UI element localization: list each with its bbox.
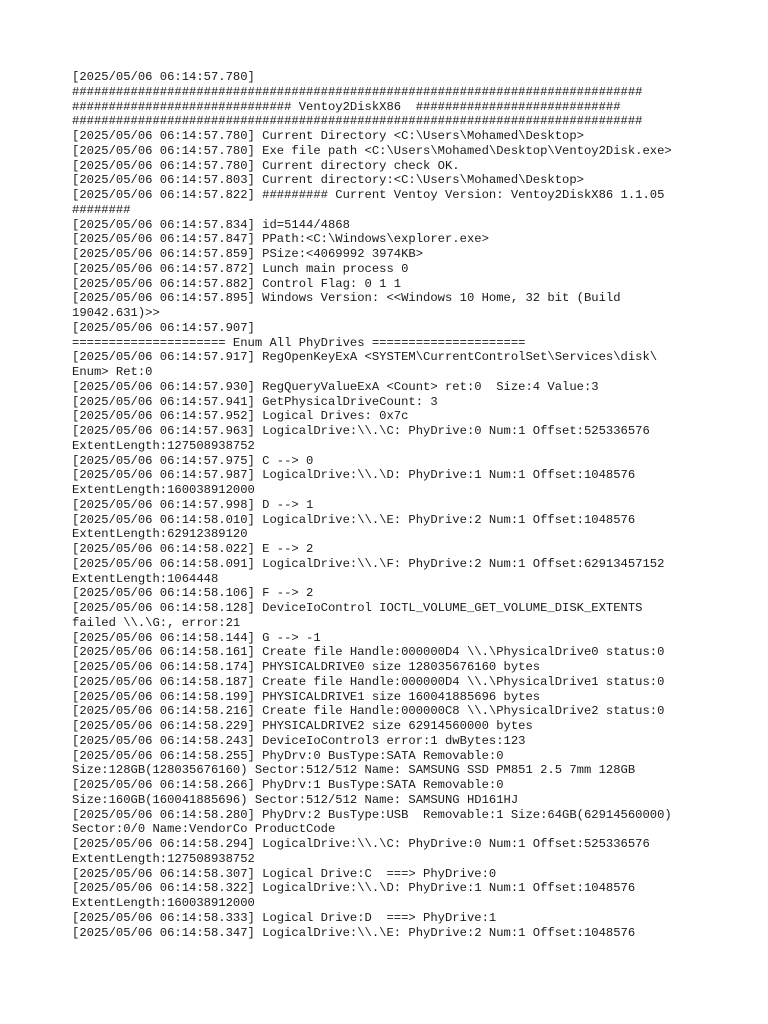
log-line: Sector:0/0 Name:VendorCo ProductCode — [72, 822, 336, 837]
log-line: [2025/05/06 06:14:57.941] GetPhysicalDriveCount: 3 — [72, 394, 438, 409]
log-line: [2025/05/06 06:14:57.917] RegOpenKeyExA <SYSTEM\CurrentControlSet\Services\disk\ — [72, 350, 658, 365]
log-line: [2025/05/06 06:14:58.266] PhyDrv:1 BusType:SATA Removable:0 — [72, 778, 504, 792]
log-line: [2025/05/06 06:14:58.144] G --> -1 — [72, 630, 321, 645]
log-line: [2025/05/06 06:14:58.255] PhyDrv:0 BusType:SATA Removable:0 — [72, 748, 504, 763]
log-line: Size:128GB(128035676160) Sector:512/512 Name: SAMSUNG SSD PM851 2.5 7mm 128GB — [72, 763, 636, 778]
log-line: [2025/05/06 06:14:58.307] Logical Drive:C ===> PhyDrive:0 — [72, 866, 497, 881]
log-line: ===================== Enum All PhyDrives ===================== — [72, 335, 526, 350]
log-line: ExtentLength:127508938752 — [72, 851, 255, 866]
log-line: [2025/05/06 06:14:58.091] LogicalDrive:\\.\F: PhyDrive:2 Num:1 Offset:62913457152 — [72, 556, 665, 571]
log-line: [2025/05/06 06:14:58.161] Create file Handle:000000D4 \\.\PhysicalDrive0 status:0 — [72, 645, 665, 660]
log-line: [2025/05/06 06:14:58.174] PHYSICALDRIVE0 size 128035676160 bytes — [72, 660, 541, 674]
log-line: [2025/05/06 06:14:57.930] RegQueryValueExA <Count> ret:0 Size:4 Value:3 — [72, 379, 599, 394]
log-text-page — [72, 70, 702, 940]
log-line: [2025/05/06 06:14:57.780] — [72, 70, 255, 84]
log-line: failed \\.\G:, error:21 — [72, 615, 241, 630]
log-line: [2025/05/06 06:14:58.187] Create file Handle:000000D4 \\.\PhysicalDrive1 status:0 — [72, 674, 665, 689]
log-line: [2025/05/06 06:14:57.780] Exe file path <C:\Users\Mohamed\Desktop\Ventoy2Disk.exe> — [72, 143, 672, 158]
log-line: [2025/05/06 06:14:58.022] E --> 2 — [72, 542, 314, 556]
log-line: [2025/05/06 06:14:58.294] LogicalDrive:\\.\C: PhyDrive:0 Num:1 Offset:525336576 — [72, 837, 650, 851]
log-line: ExtentLength:127508938752 — [72, 438, 255, 453]
log-line: [2025/05/06 06:14:58.322] LogicalDrive:\\.\D: PhyDrive:1 Num:1 Offset:1048576 — [72, 881, 636, 896]
log-line: ExtentLength:160038912000 — [72, 483, 255, 497]
log-line: [2025/05/06 06:14:57.872] Lunch main process 0 — [72, 261, 409, 276]
log-line: [2025/05/06 06:14:57.847] PPath:<C:\Windows\explorer.exe> — [72, 232, 489, 247]
log-line: [2025/05/06 06:14:58.333] Logical Drive:D ===> PhyDrive:1 — [72, 910, 497, 925]
log-line: ############################## Ventoy2DiskX86 ############################ — [72, 99, 621, 114]
log-line: ############################################################################## — [72, 114, 643, 129]
log-line: [2025/05/06 06:14:57.895] Windows Version: <<Windows 10 Home, 32 bit (Build — [72, 291, 621, 306]
log-line: ExtentLength:1064448 — [72, 571, 219, 586]
log-line: [2025/05/06 06:14:57.952] Logical Drives: 0x7c — [72, 409, 409, 424]
log-line: [2025/05/06 06:14:58.280] PhyDrv:2 BusType:USB Removable:1 Size:64GB(62914560000) — [72, 807, 672, 822]
log-line: [2025/05/06 06:14:57.780] Current directory check OK. — [72, 158, 460, 173]
log-line: ######## — [72, 202, 131, 217]
log-line: Size:160GB(160041885696) Sector:512/512 Name: SAMSUNG HD161HJ — [72, 792, 519, 807]
log-line: [2025/05/06 06:14:58.229] PHYSICALDRIVE2 size 62914560000 bytes — [72, 719, 533, 733]
log-line: [2025/05/06 06:14:58.216] Create file Handle:000000C8 \\.\PhysicalDrive2 status:0 — [72, 704, 665, 719]
log-line: [2025/05/06 06:14:57.975] C --> 0 — [72, 453, 314, 468]
log-line: [2025/05/06 06:14:57.998] D --> 1 — [72, 497, 314, 512]
log-line: [2025/05/06 06:14:58.243] DeviceIoControl3 error:1 dwBytes:123 — [72, 733, 526, 748]
log-line: [2025/05/06 06:14:57.907] — [72, 320, 255, 335]
log-line: [2025/05/06 06:14:58.128] DeviceIoControl IOCTL_VOLUME_GET_VOLUME_DISK_EXTENTS — [72, 601, 643, 615]
log-line: [2025/05/06 06:14:57.882] Control Flag: 0 1 1 — [72, 276, 402, 291]
log-line: [2025/05/06 06:14:57.834] id=5144/4868 — [72, 217, 350, 232]
log-line: [2025/05/06 06:14:57.987] LogicalDrive:\\.\D: PhyDrive:1 Num:1 Offset:1048576 — [72, 468, 636, 483]
log-line: [2025/05/06 06:14:58.010] LogicalDrive:\\.\E: PhyDrive:2 Num:1 Offset:1048576 — [72, 512, 636, 527]
log-line: [2025/05/06 06:14:57.963] LogicalDrive:\\.\C: PhyDrive:0 Num:1 Offset:525336576 — [72, 424, 650, 438]
log-line: ############################################################################## — [72, 84, 643, 99]
log-line: [2025/05/06 06:14:58.106] F --> 2 — [72, 586, 314, 601]
log-line: ExtentLength:62912389120 — [72, 527, 248, 542]
log-line: [2025/05/06 06:14:57.859] PSize:<4069992 3974KB> — [72, 247, 424, 261]
log-line: 19042.631)>> — [72, 306, 160, 320]
log-line: Enum> Ret:0 — [72, 365, 153, 379]
log-line: ExtentLength:160038912000 — [72, 896, 255, 910]
log-line: [2025/05/06 06:14:57.803] Current directory:<C:\Users\Mohamed\Desktop> — [72, 173, 584, 188]
log-line: [2025/05/06 06:14:57.822] ######### Current Ventoy Version: Ventoy2DiskX86 1.1.05 — [72, 188, 665, 202]
log-line: [2025/05/06 06:14:57.780] Current Directory <C:\Users\Mohamed\Desktop> — [72, 129, 584, 143]
log-line: [2025/05/06 06:14:58.199] PHYSICALDRIVE1 size 160041885696 bytes — [72, 689, 541, 704]
log-line: [2025/05/06 06:14:58.347] LogicalDrive:\\.\E: PhyDrive:2 Num:1 Offset:1048576 — [72, 925, 636, 940]
